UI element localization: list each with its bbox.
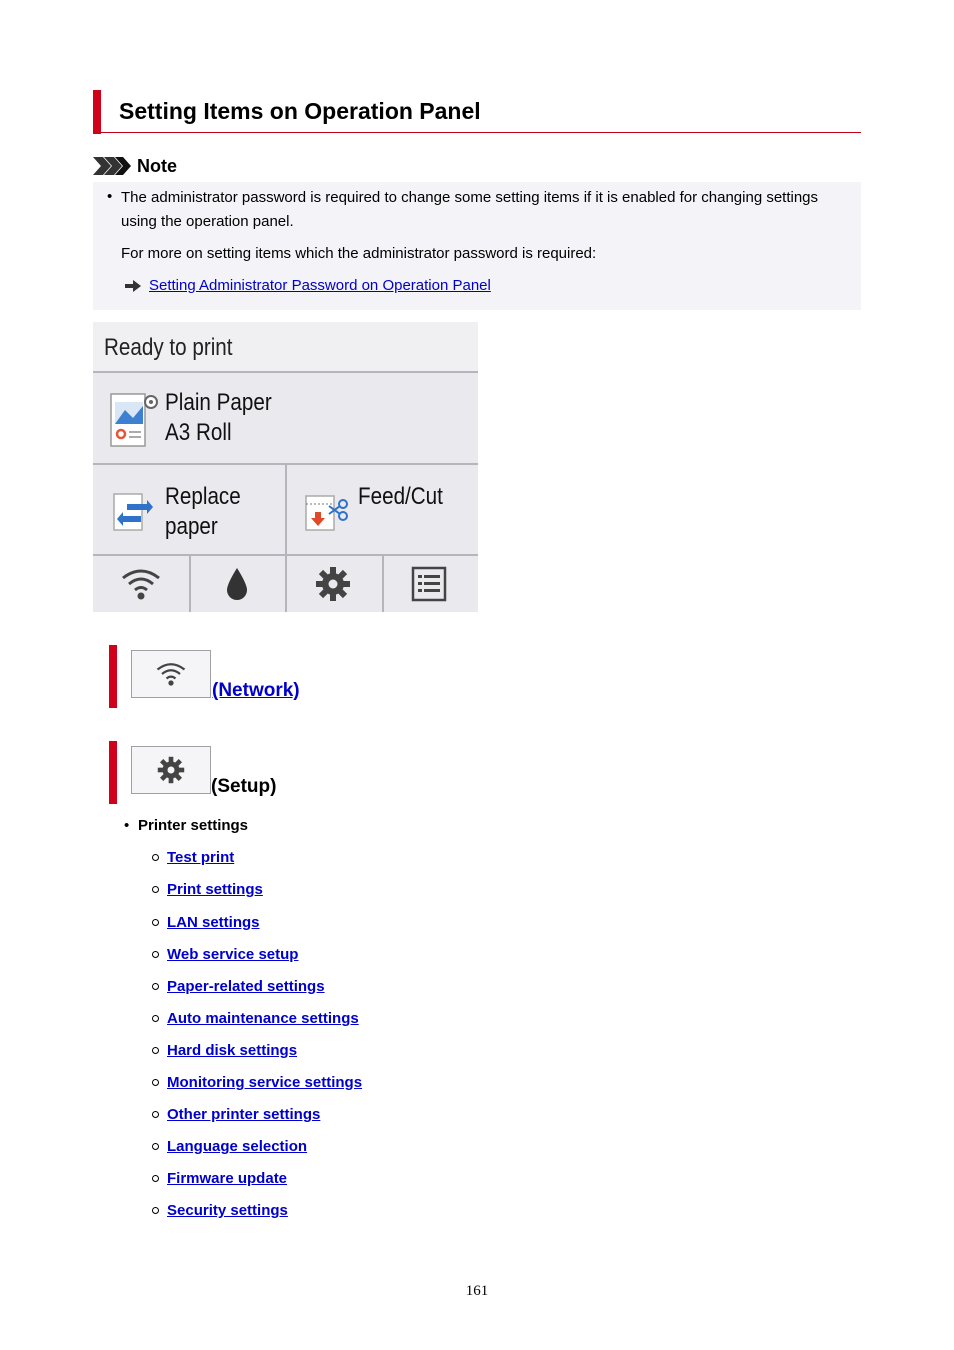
monitoring-service-settings-link[interactable]: Monitoring service settings [167,1074,363,1091]
panel-replace-label-2: paper [165,513,218,540]
other-printer-settings-link[interactable]: Other printer settings [167,1106,321,1123]
ink-drop-icon [225,566,249,602]
list-item [152,1170,287,1187]
list-item [152,978,325,995]
paper-related-settings-link[interactable]: Paper-related settings [167,978,325,995]
page-title: Setting Items on Operation Panel [119,98,481,124]
note-chevrons-icon [93,157,131,175]
setup-button-image [131,746,211,794]
network-button-image [131,650,211,698]
wifi-icon [156,660,186,688]
panel-replace-label-1: Replace [165,483,241,510]
list-item [152,1042,297,1059]
note-link-row [125,274,491,298]
page-number: 161 [465,1283,489,1299]
hard-disk-settings-link[interactable]: Hard disk settings [167,1042,298,1059]
panel-paper-size: A3 Roll [165,419,232,446]
list-item [152,1106,320,1123]
list-item [152,946,298,963]
note-bullet-text: The administrator password is required to change some setting items if it is enabled for changing settings using the operation panel. [121,189,819,230]
note-header [93,156,177,176]
note-box [93,182,861,310]
note-more-text: For more on setting items which the administrator password is required: [121,245,597,262]
setup-accent-bar [109,741,117,804]
panel-status-text: Ready to print [104,334,233,361]
arrow-right-icon [125,280,141,292]
firmware-update-link[interactable]: Firmware update [167,1170,288,1187]
gear-icon [315,566,351,602]
network-accent-bar [109,645,117,708]
print-settings-link[interactable]: Print settings [167,881,263,898]
list-item [152,1138,307,1155]
list-item [152,849,234,866]
language-selection-link[interactable]: Language selection [167,1138,308,1155]
list-item [152,1202,288,1219]
title-underline [101,132,861,133]
list-item [152,1010,359,1027]
operation-panel-image [93,322,478,612]
list-item [152,914,260,931]
panel-paper-type: Plain Paper [165,389,272,416]
roll-paper-icon [107,392,159,448]
lan-settings-link[interactable]: LAN settings [167,914,260,931]
gear-icon [157,756,185,784]
network-link[interactable]: (Network) [212,680,300,701]
list-icon [411,566,447,602]
web-service-setup-link[interactable]: Web service setup [167,946,299,963]
admin-password-link[interactable]: Setting Administrator Password on Operation Panel [149,277,491,294]
setup-title: (Setup) [211,776,277,797]
replace-paper-icon [111,490,155,534]
feed-cut-icon [303,490,353,534]
test-print-link[interactable]: Test print [167,849,235,866]
printer-settings-heading: Printer settings [138,817,249,834]
auto-maintenance-settings-link[interactable]: Auto maintenance settings [167,1010,359,1027]
security-settings-link[interactable]: Security settings [167,1202,288,1219]
list-item [152,881,263,898]
note-label: Note [137,155,177,176]
printer-settings-bullet: • [124,817,130,834]
title-accent-bar [93,90,101,134]
note-bullet-dot: • [107,188,113,205]
list-item [152,1074,362,1091]
panel-feedcut-label: Feed/Cut [358,483,443,510]
wifi-icon [121,566,161,602]
